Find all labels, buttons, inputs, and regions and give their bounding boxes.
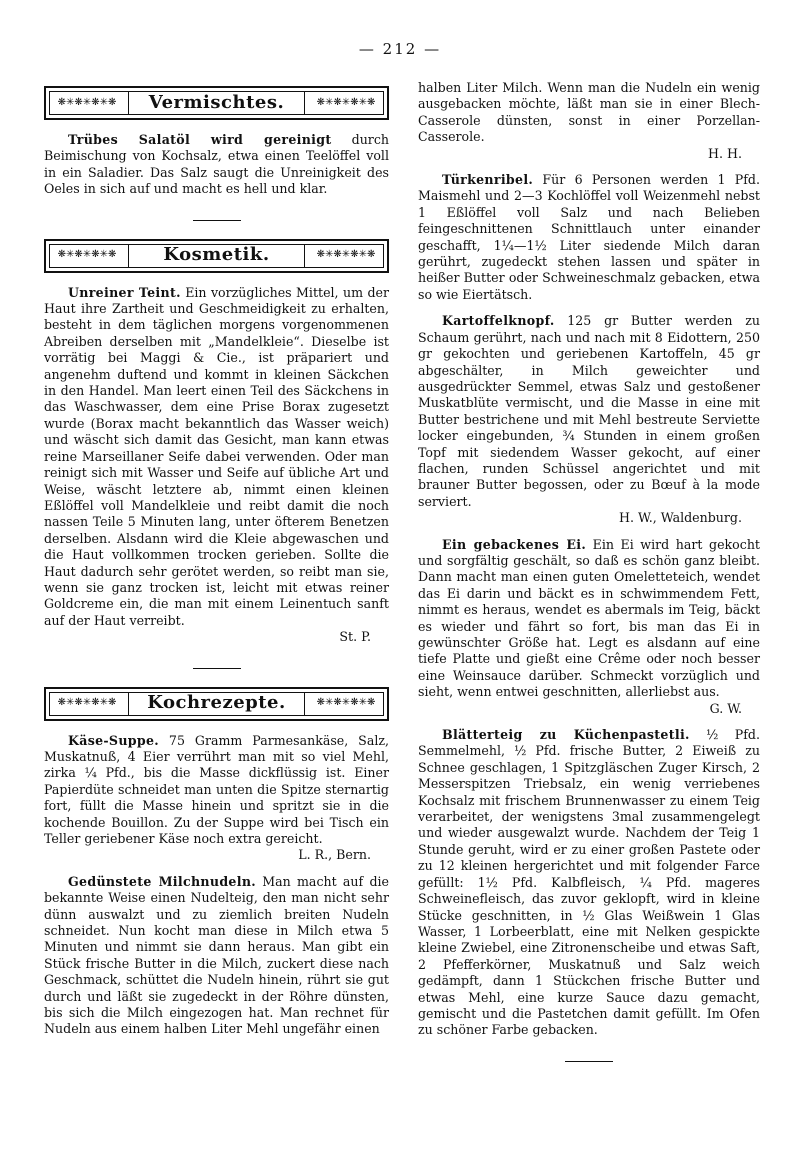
ornament-right: ❋✳❋✳❋✳❋ bbox=[316, 249, 376, 261]
article-text: ½ Pfd. Semmelmehl, ½ Pfd. frische Butter, 2 Eiweiß zu Schnee geschlagen, 1 Spitzgläschen Zuger Kirsch, 2 Messerspitzen Triebsalz, ein wenig verriebenes Kochsalz mit frischem Brunnenwasser zu einem Teig verarbeitet, der wenigstens 3mal zusammengelegt und wieder ausgewalzt wurde. Nachdem der Teig 1 Stunde geruht, wird er zu einer großen Pastete oder zu 12 kleinen hergerichtet und mit folgender Farce gefüllt: 1½ Pfd. Kalbfleisch, ¼ Pfd. mageres Schweinefleisch, das zuvor geklopft, wird in kleine Stücke geschnitten, in ½ Glas Weißwein 1 Glas Wasser, 1 Lorbeerblatt, eine mit Nelken gespickte kleine Zwiebel, eine Zitronenscheibe und etwas Saft, 2 Pfefferkörner, Muskatnuß und Salz weich gedämpft, dann 1 Stückchen frische Butter und etwas Mehl, eine kurze Sauce dazu gemacht, gemischt und die Pastetchen damit gefüllt. Im Ofen zu schöner Farbe gebacken. bbox=[418, 727, 760, 1038]
section-header-vermischtes bbox=[44, 86, 389, 120]
section-title: Vermischtes. bbox=[128, 91, 305, 115]
article-text: 125 gr Butter werden zu Schaum gerührt, nach und nach mit 8 Eidottern, 250 gr gekochten und geriebenen Kartoffeln, 45 gr abgeschälter, in Milch geweichter und ausgedrückter Semmel, etwas Salz und gestoßener Muskatblüte vermischt, und die Masse in eine mit Butter bestrichene und mit Mehl bestreute Serviette locker eingebunden, ¾ Stunden in einem großen Topf mit siedendem Wasser gekocht, auf einer flachen, runden Schüssel angerichtet und mit brauner Butter begossen, oder zu Bœuf à la mode serviert. bbox=[418, 313, 760, 509]
article-paragraph bbox=[418, 313, 760, 510]
ornament-left: ❋✳❋✳❋✳❋ bbox=[57, 697, 117, 709]
ornament-right: ❋✳❋✳❋✳❋ bbox=[316, 697, 376, 709]
article-text: halben Liter Milch. Wenn man die Nudeln ein wenig ausgebacken möchte, läßt man sie in einer Blech-Casserole dünsten, sonst in einer Porzellan-Casserole. bbox=[418, 80, 760, 145]
article-text: 75 Gramm Parmesankäse, Salz, Muskatnuß, 4 Eier verrührt man mit so viel Mehl, zirka ¼ Pfd., bis die Masse dickflüssig ist. Einer Papierdüte schneidet man unten die Spitze sternartig fort, füllt die Masse hinein und spritzt sie in die kochende Bouillon. Zu der Suppe wird bei Tisch ein Teller geriebener Käse noch extra gereicht. bbox=[44, 732, 389, 846]
article-paragraph bbox=[44, 285, 389, 630]
ornament-left: ❋✳❋✳❋✳❋ bbox=[57, 249, 117, 261]
separator-rule bbox=[193, 668, 241, 669]
article-text: durch Beimischung von Kochsalz, etwa einen Teelöffel voll in ein Saladier. Das Salz saugt die Unreinigkeit des Oeles in sich auf und macht es hell und klar. bbox=[44, 132, 389, 197]
author-signature: H. W., Waldenburg. bbox=[618, 510, 742, 526]
ornament-left: ❋✳❋✳❋✳❋ bbox=[57, 96, 117, 108]
article-heading: Blätterteig zu Küchenpastetli. bbox=[442, 727, 690, 743]
ornament-right: ❋✳❋✳❋✳❋ bbox=[316, 96, 376, 108]
article-heading: Türkenribel. bbox=[442, 172, 534, 188]
article-text: Ein vorzügliches Mittel, um der Haut ihre Zartheit und Geschmeidigkeit zu erhalten, besteht in dem täglichen morgens vorgenommenen Abreiben derselben mit „Mandelkleie“. Dieselbe ist vorrätig bei Maggi & Cie., ist präpariert und angenehm duftend und kommt in kleinen Säckchen in den Handel. Man leert einen Teil des Säckchens in das Waschwasser, dem eine Prise Borax zugesetzt wurde (Borax macht bekanntlich das Wasser weich) und wäscht sich damit das Gesicht, man kann etwas reine Marseillaner Seife dabei verwenden. Oder man reinigt sich mit Wasser und Seife auf übliche Art und Weise, wäscht letztere ab, nimmt einen kleinen Eßlöffel voll Mandelkleie und reibt damit die noch nassen Teile 5 Minuten lang, unter öfterem Benetzen derselben. Alsdann wird die Kleie abgewaschen und die Haut vollkommen trocken gerieben. Sollte die Haut dadurch sehr gerötet werden, so reibt man sie, wenn sie ganz trocken ist, leicht mit etwas reiner Goldcreme ein, die man mit einem Leinentuch sanft auf der Haut verreibt. bbox=[44, 284, 389, 628]
article-heading: Kartoffelknopf. bbox=[442, 313, 555, 329]
section-header-kosmetik bbox=[44, 239, 389, 273]
article-heading: Ein gebackenes Ei. bbox=[442, 536, 587, 552]
author-signature: St. P. bbox=[339, 629, 371, 645]
article-paragraph bbox=[418, 172, 760, 303]
article-text: Für 6 Personen werden 1 Pfd. Maismehl und 2—3 Kochlöffel voll Weizenmehl nebst 1 Eßlöffel voll Salz und nach Belieben feingeschnittenen Schnittlauch unter einander geschafft, 1¼—1½ Liter siedende Milch daran gerührt, zugedeckt stehen lassen und später in heißer Butter oder Schweineschmalz gebacken, etwa so wie Eiertätsch. bbox=[418, 172, 760, 302]
article-heading: Unreiner Teint. bbox=[68, 284, 181, 300]
article-heading: Käse-Suppe. bbox=[68, 732, 159, 748]
article-text: Ein Ei wird hart gekocht und sorgfältig geschält, so daß es schön ganz bleibt. Dann macht man einen guten Omeletteteich, wendet das Ei darin und bäckt es in schwimmendem Fett, nimmt es heraus, wendet es abermals im Teig, bäckt es wieder und fährt so fort, bis man das Ei in gewünschter Größe hat. Legt es alsdann auf eine tiefe Platte und gießt eine Crême oder noch besser eine Weinsauce darüber. Schmeckt vorzüglich und sieht, wenn entwei geschnitten, allerliebst aus. bbox=[418, 536, 760, 700]
section-title: Kochrezepte. bbox=[128, 692, 305, 716]
author-signature: G. W. bbox=[709, 700, 742, 716]
article-paragraph bbox=[418, 80, 760, 146]
article-heading: Gedünstete Milchnudeln. bbox=[68, 873, 256, 889]
section-title: Kosmetik. bbox=[128, 244, 305, 268]
separator-rule bbox=[193, 220, 241, 221]
author-signature: H. H. bbox=[708, 145, 742, 161]
left-column bbox=[44, 80, 389, 1038]
separator-rule bbox=[565, 1061, 613, 1062]
article-text: Man macht auf die bekannte Weise einen Nudelteig, den man nicht sehr dünn auswalzt und zu ziemlich breiten Nudeln schneidet. Nun kocht man diese in Milch etwa 5 Minuten und nimmt sie dann heraus. Man gibt ein Stück frische Butter in die Milch, zuckert diese nach Geschmack, schüttet die Nudeln hinein, rührt sie gut durch und läßt sie zugedeckt in der Röhre dünsten, bis sich die Milch eingezogen hat. Man rechnet für Nudeln aus einem halben Liter Mehl ungefähr einen bbox=[44, 873, 389, 1037]
page-number: — 212 — bbox=[358, 40, 442, 58]
article-paragraph bbox=[44, 132, 389, 198]
article-heading: Trübes Salatöl wird gereinigt bbox=[68, 132, 332, 147]
author-signature: L. R., Bern. bbox=[298, 847, 371, 863]
right-column bbox=[418, 80, 760, 1080]
section-header-kochrezepte bbox=[44, 687, 389, 721]
article-paragraph bbox=[44, 733, 389, 848]
article-paragraph bbox=[418, 537, 760, 701]
article-paragraph bbox=[418, 727, 760, 1039]
article-paragraph bbox=[44, 874, 389, 1038]
